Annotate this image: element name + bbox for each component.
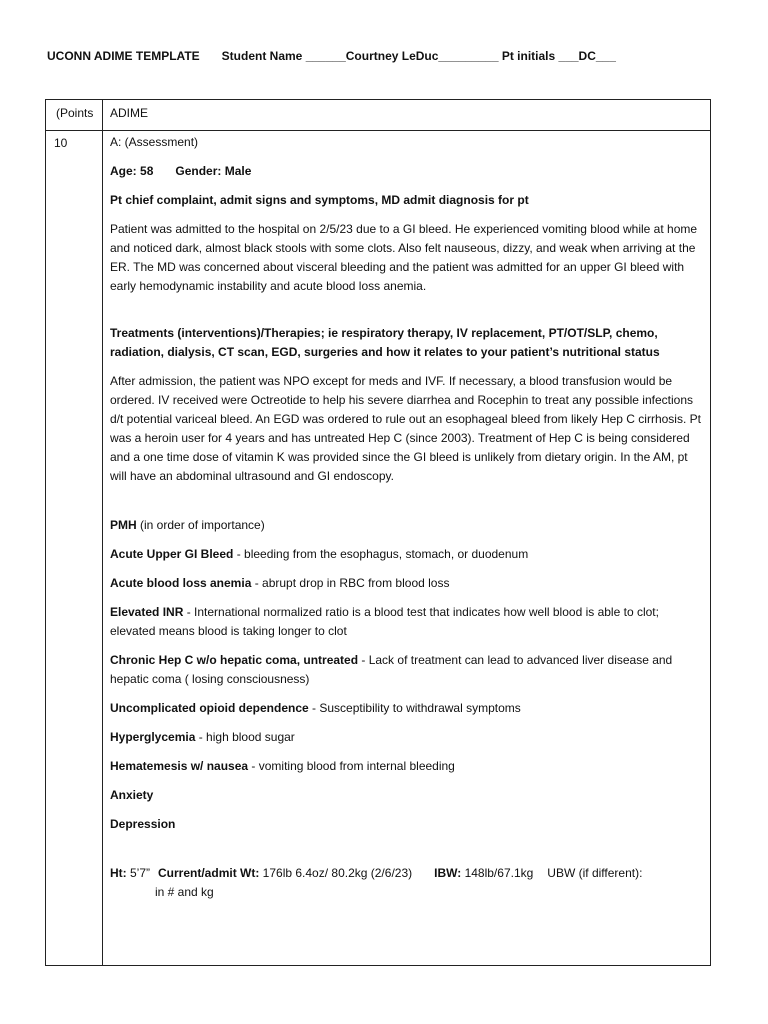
pmh-term: Acute Upper GI Bleed [110, 547, 234, 561]
anthropometrics-line [110, 864, 702, 883]
pmh-term: Depression [110, 817, 176, 831]
pmh-desc: - vomiting blood from internal bleeding [248, 759, 455, 773]
pmh-term: Hematemesis w/ nausea [110, 759, 249, 773]
student-name-label: Student Name [221, 49, 303, 63]
pmh-desc: - Susceptibility to withdrawal symptoms [308, 701, 521, 715]
points-value: 10 [54, 136, 68, 150]
ubw-unit: in # and kg [155, 885, 214, 899]
pmh-item [110, 603, 702, 641]
pmh-item [110, 545, 702, 564]
treatments-heading: Treatments (interventions)/Therapies; ie respiratory therapy, IV replacement, PT/OT/SLP, chemo, radiation, dialysis, CT scan, EGD, surgeries and how it relates to your patient’s nutritional status [110, 326, 660, 359]
ibw-label: IBW: [434, 866, 462, 880]
ibw-value: 148lb/67.1kg [461, 866, 534, 880]
pmh-desc: - bleeding from the esophagus, stomach, or duodenum [233, 547, 529, 561]
ubw-label: UBW (if different): [547, 866, 643, 880]
pmh-item [110, 728, 702, 747]
assessment-heading: A: (Assessment) [110, 135, 199, 149]
pmh-item [110, 786, 702, 805]
adime-table [45, 99, 711, 966]
weight-label: Current/admit Wt: [158, 866, 260, 880]
pt-initials-label: Pt initials [501, 49, 556, 63]
adime-column-header: ADIME [110, 106, 149, 120]
chief-complaint-heading: Pt chief complaint, admit signs and symptoms, MD admit diagnosis for pt [110, 193, 529, 207]
header-row-divider [46, 130, 710, 131]
pmh-term: Uncomplicated opioid dependence [110, 701, 309, 715]
pmh-desc: - high blood sugar [195, 730, 295, 744]
pmh-term: Elevated INR [110, 605, 184, 619]
age-label: Age: [110, 164, 137, 178]
template-title: UCONN ADIME TEMPLATE [47, 49, 200, 63]
assessment-section [110, 133, 702, 912]
pmh-desc: - Lack of treatment can lead to advanced liver disease and hepatic coma ( losing consciousness) [110, 653, 673, 686]
pmh-item [110, 815, 702, 834]
pmh-desc: - International normalized ratio is a blood test that indicates how well blood is able to clot; elevated means blood is taking longer to clot [110, 605, 659, 638]
pmh-note: (in order of importance) [136, 518, 265, 532]
treatments-text: After admission, the patient was NPO except for meds and IVF. If necessary, a blood transfusion would be ordered. IV received were Octreotide to help his severe diarrhea and Rocephin to treat any possible infections d/t potential variceal bleed. An EGD was ordered to rule out an esophageal bleed from likely Hep C cirrhosis. Pt was a heroin user for 4 years and has untreated Hep C (since 2003). Treatment of Hep C is being considered and a one time dose of vitamin K was provided since the GI bleed is unlikely from dietary origin. In the AM, pt will have an abdominal ultrasound and GI endoscopy. [110, 374, 701, 483]
pmh-label: PMH [110, 518, 137, 532]
pmh-term: Chronic Hep C w/o hepatic coma, untreated [110, 653, 359, 667]
points-column-header: (Points [56, 106, 94, 120]
pmh-item [110, 651, 702, 689]
pt-initials-value: ___DC___ [558, 49, 616, 63]
pmh-desc: - abrupt drop in RBC from blood loss [251, 576, 450, 590]
demographics-line [110, 162, 702, 181]
column-divider [102, 100, 103, 965]
pmh-heading [110, 516, 702, 535]
age-value: 58 [140, 164, 154, 178]
pmh-term: Acute blood loss anemia [110, 576, 252, 590]
pmh-term: Hyperglycemia [110, 730, 196, 744]
height-label: Ht: [110, 866, 127, 880]
chief-complaint-text: Patient was admitted to the hospital on 2/5/23 due to a GI bleed. He experienced vomiting blood while at home and noticed dark, almost black stools with some clots. Also felt nauseous, dizzy, and weak when arriving at the ER. The MD was concerned about visceral bleeding and the patient was admitted for an upper GI bleed with early hemodynamic instability and acute blood loss anemia. [110, 222, 698, 293]
document-header [47, 49, 616, 63]
weight-value: 176lb 6.4oz/ 80.2kg (2/6/23) [259, 866, 413, 880]
pmh-term: Anxiety [110, 788, 154, 802]
student-name-value: ______Courtney LeDuc_________ [305, 49, 499, 63]
pmh-item [110, 574, 702, 593]
gender-label: Gender: [175, 164, 222, 178]
gender-value: Male [224, 164, 252, 178]
pmh-item [110, 699, 702, 718]
height-value: 5’7” [126, 866, 151, 880]
pmh-item [110, 757, 702, 776]
